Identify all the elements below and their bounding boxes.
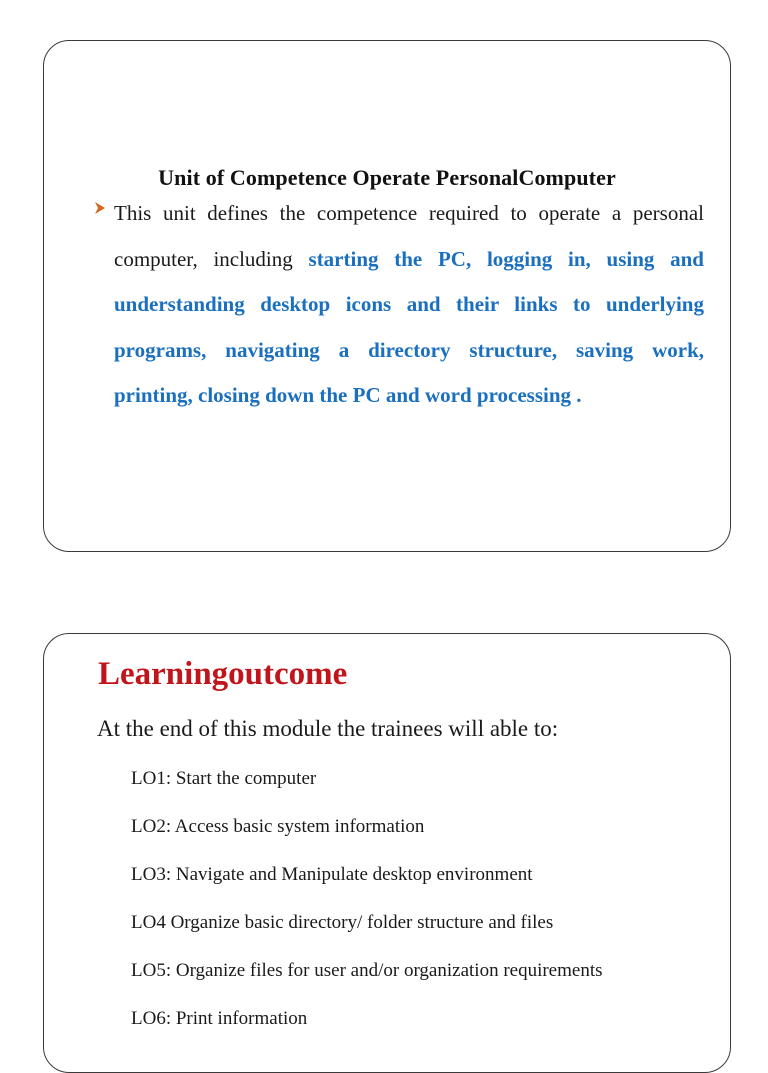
- bullet-text: [114, 191, 704, 419]
- list-item: LO5: Organize files for user and/or organization requirements: [131, 960, 603, 981]
- slide-unit-of-competence: [43, 40, 731, 552]
- list-item: LO4 Organize basic directory/ folder structure and files: [131, 912, 554, 933]
- bullet-plain-text: This unit defines the competence required to operate a personal computer, including: [114, 201, 704, 271]
- slide-title: Unit of Competence Operate PersonalComputer: [158, 165, 616, 190]
- bullet-highlight-text: starting the PC, logging in, using and understanding desktop icons and their links to underlying programs, navigating a directory structure, saving work, printing, closing down the PC and word processing .: [114, 246, 704, 407]
- bullet-arrow-icon: [92, 200, 108, 216]
- learning-outcome-list: [131, 768, 603, 1056]
- learning-outcome-heading: Learningoutcome: [98, 656, 348, 692]
- list-item: LO6: Print information: [131, 1008, 308, 1029]
- slide-learning-outcome: [43, 633, 731, 1073]
- list-item: LO2: Access basic system information: [131, 816, 425, 837]
- list-item: LO3: Navigate and Manipulate desktop environment: [131, 864, 533, 885]
- competence-bullet: [92, 191, 704, 419]
- list-item: LO1: Start the computer: [131, 768, 317, 789]
- learning-outcome-intro: At the end of this module the trainees will able to:: [97, 716, 559, 741]
